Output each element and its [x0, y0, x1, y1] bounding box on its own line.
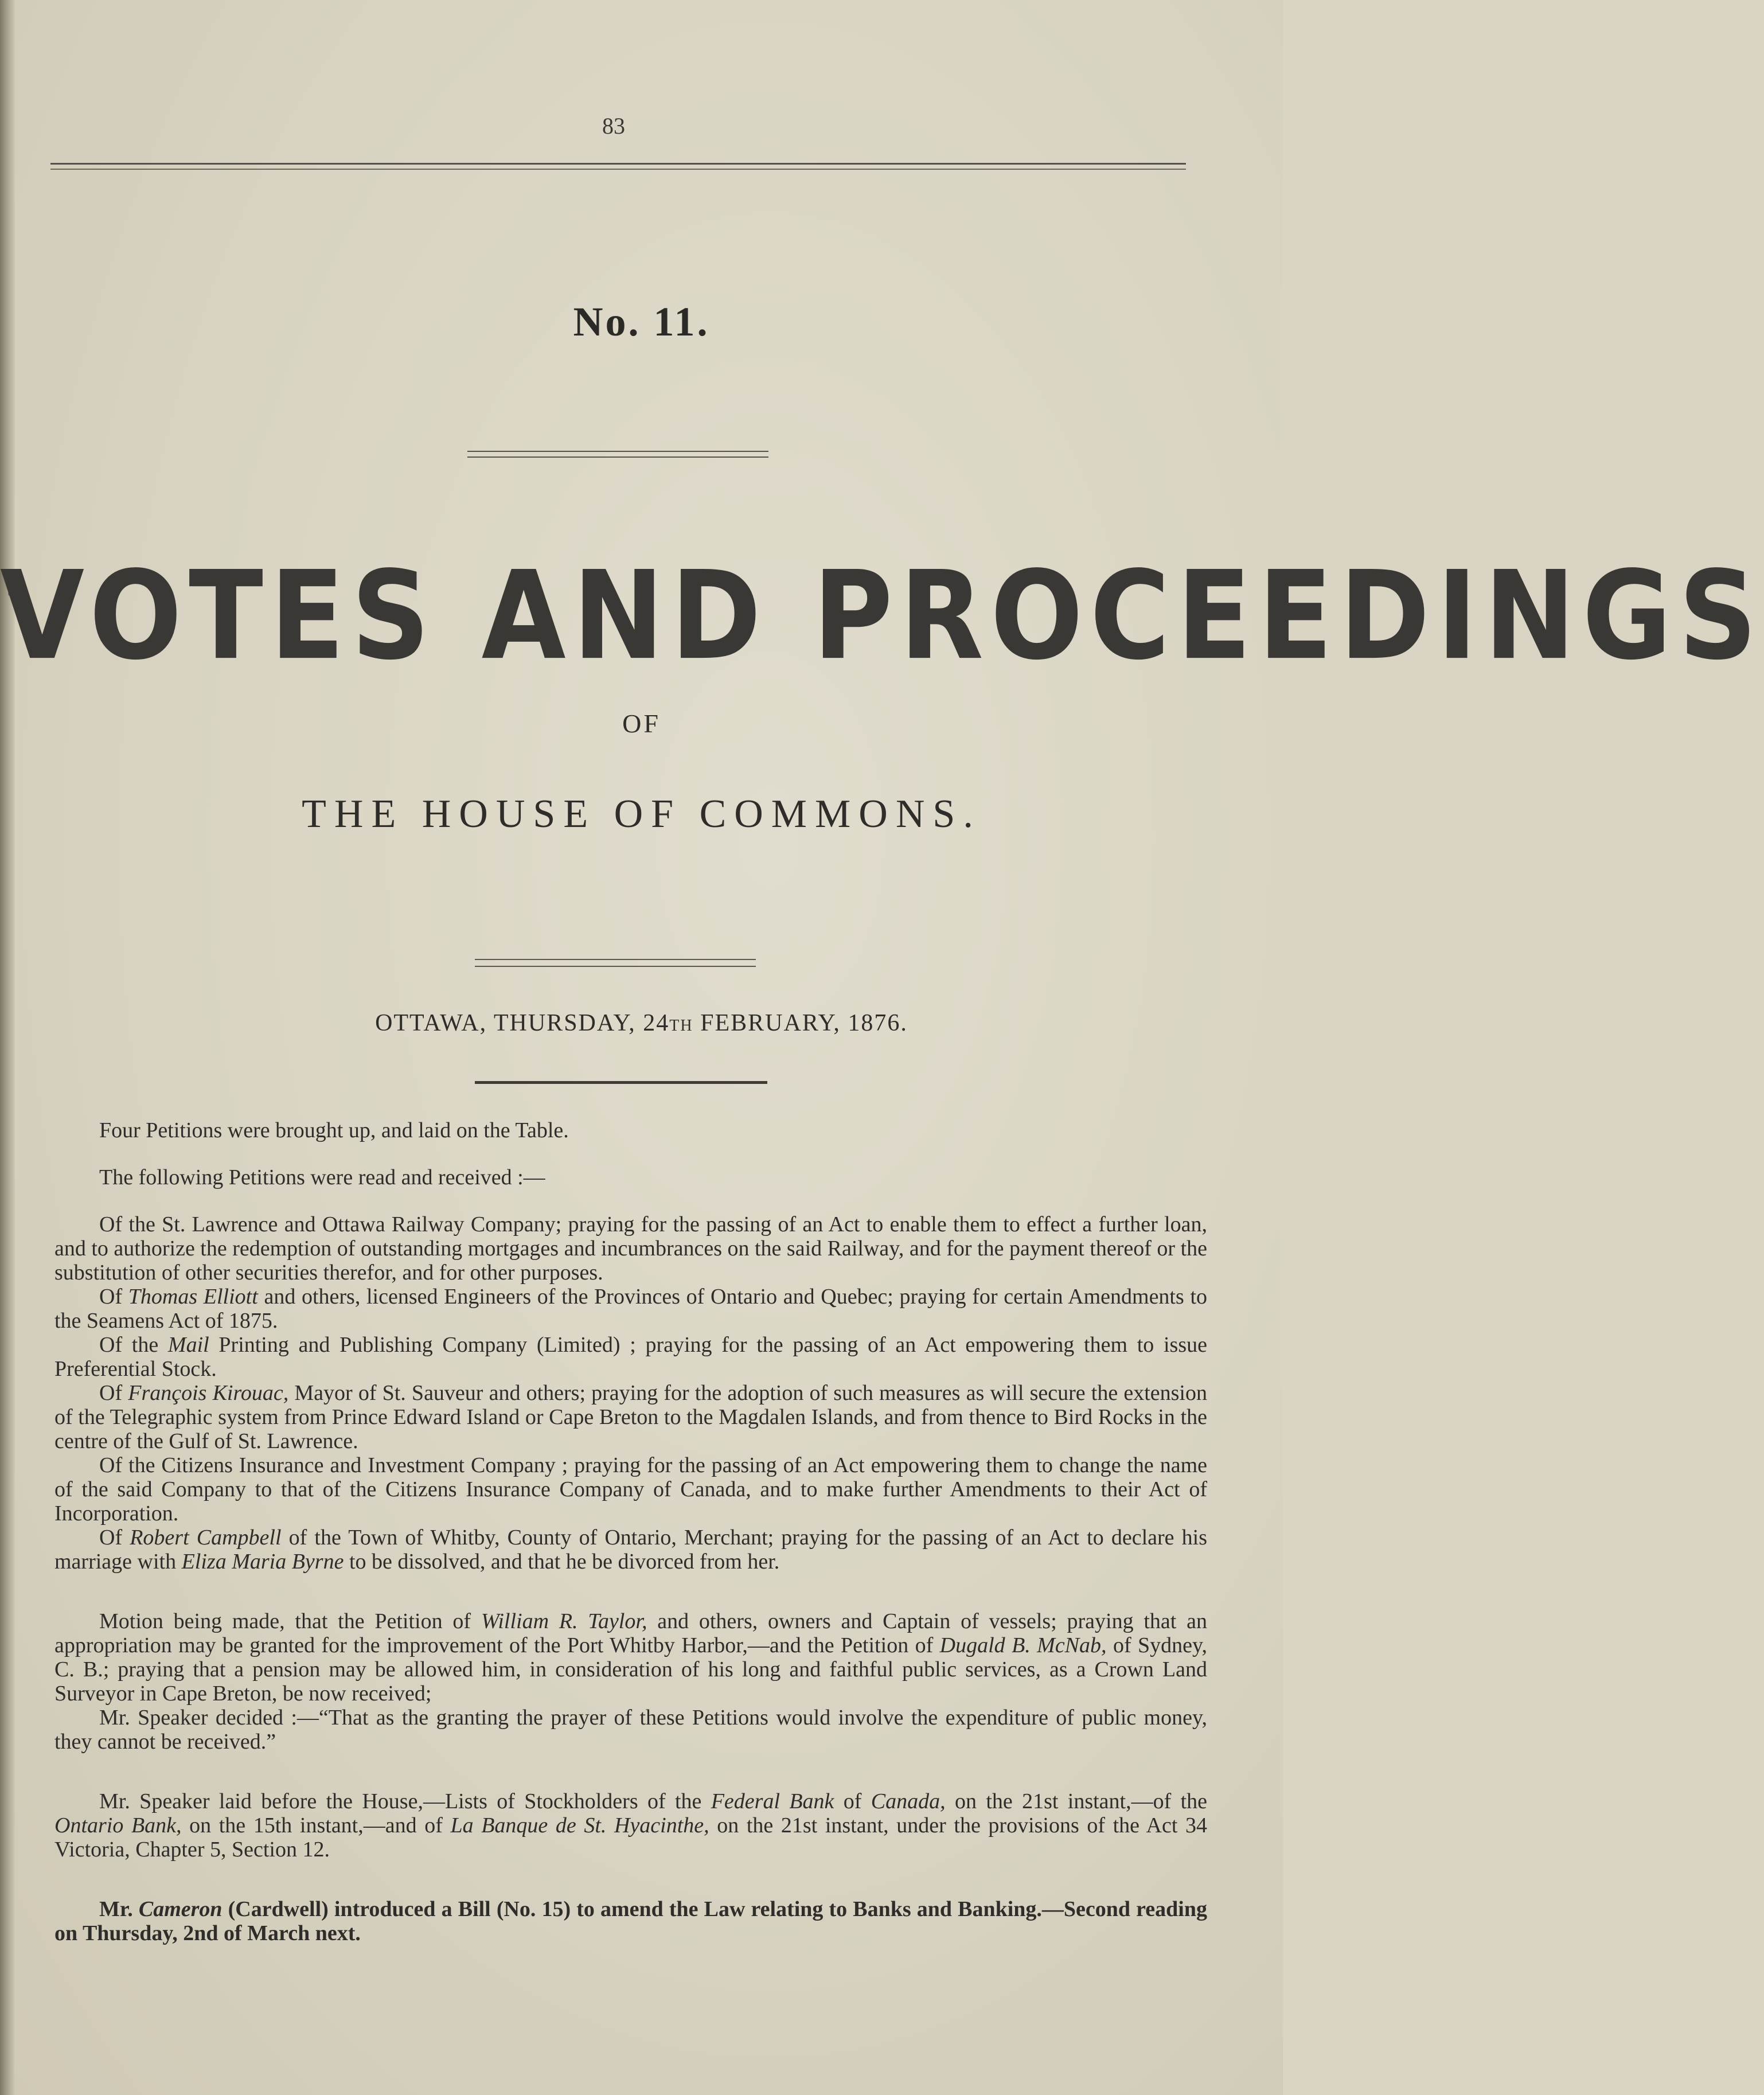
bill-introduction	[54, 1897, 1207, 1945]
petitioner-name: Thomas Elliott	[128, 1285, 258, 1309]
paragraph-petitions-read: The following Petitions were read and received :—	[99, 1165, 545, 1189]
text-run: Of	[99, 1381, 128, 1405]
text-run: of Sydney, C. B.; praying that a pension may be allowed him, in consideration of his long and faithful public services, as a Crown Land Surveyor in Cape Breton, be now received;	[54, 1633, 1208, 1706]
page-number: 83	[602, 113, 625, 139]
petitioner-name: Mail	[167, 1333, 209, 1357]
bank-name: La Banque de St. Hyacinthe,	[450, 1813, 709, 1837]
speaker-decision: Mr. Speaker decided :—“That as the granting the prayer of these Petitions would involve the expenditure of public money, they cannot be received.”	[54, 1706, 1207, 1754]
text-run: Of	[99, 1526, 130, 1550]
text-run: of	[834, 1789, 871, 1813]
text-run: on the 21st instant, under the provisions of the Act 34 Victoria, Chapter 5, Section 12.	[54, 1813, 1208, 1862]
petition-st-lawrence-ottawa-railway: Of the St. Lawrence and Ottawa Railway Company; praying for the passing of an Act to enable them to effect a further loan, and to authorize the redemption of outstanding mortgages and incumbrances on the said Railway, and for the payment thereof or the substitution of other securities therefor, and for other purposes.	[54, 1212, 1207, 1285]
title-of: OF	[622, 709, 661, 738]
house-rule	[475, 959, 756, 960]
document-title: VOTES AND PROCEEDINGS	[0, 545, 1764, 687]
text-run: and others, owners and Captain of vessels; praying that an appropriation may be granted for the improvement of the Port Whitby Harbor,—and the Petition of	[54, 1609, 1207, 1657]
text-run: of the Town of Whitby, County of Ontario, Merchant; praying for the passing of an Act to declare his marriage with	[54, 1526, 1207, 1574]
motion-william-taylor	[54, 1609, 1207, 1706]
petition-robert-campbell	[54, 1526, 1207, 1574]
dateline-prefix: OTTAWA, THURSDAY, 24	[375, 1010, 670, 1036]
text-run: on the 15th instant,—and of	[181, 1813, 451, 1837]
petitioner-name: Eliza Maria Byrne	[181, 1550, 344, 1574]
dateline	[0, 1009, 1283, 1037]
petition-mail-printing	[54, 1333, 1207, 1381]
member-name: Cameron	[138, 1897, 223, 1921]
bank-name: Federal Bank	[711, 1789, 834, 1813]
petitioner-name: Dugald B. McNab,	[939, 1633, 1107, 1657]
text-run: Mr. Speaker laid before the House,—Lists of Stockholders of the	[99, 1789, 711, 1813]
text-run: Printing and Publishing Company (Limited) ; praying for the passing of an Act empowering them to issue Preferential Stock.	[54, 1333, 1207, 1381]
issue-rule-secondary	[467, 457, 768, 458]
top-rule-secondary	[50, 169, 1186, 170]
petitioner-name: François Kirouac,	[128, 1381, 289, 1405]
text-run: on the 21st instant,—of the	[945, 1789, 1208, 1813]
top-rule	[50, 163, 1186, 165]
petition-francois-kirouac	[54, 1381, 1207, 1453]
bank-name: Ontario Bank,	[54, 1813, 182, 1837]
dateline-ordinal: TH	[669, 1017, 693, 1035]
dateline-suffix: FEBRUARY, 1876.	[693, 1010, 908, 1036]
bank-name: Canada,	[871, 1789, 946, 1813]
text-run: Mr.	[99, 1897, 139, 1921]
dateline-rule	[475, 1081, 767, 1084]
text-run: Motion being made, that the Petition of	[99, 1609, 481, 1633]
proceedings-body	[54, 1118, 1207, 1945]
text-run: and others, licensed Engineers of the Provinces of Ontario and Quebec; praying for certain Amendments to the Seamens Act of 1875.	[54, 1285, 1207, 1333]
issue-number: No. 11.	[573, 299, 710, 345]
issue-rule	[467, 451, 768, 452]
petitioner-name: William R. Taylor,	[481, 1609, 647, 1633]
house-rule-secondary	[475, 966, 756, 967]
house-name: THE HOUSE OF COMMONS.	[302, 792, 981, 836]
petition-citizens-insurance: Of the Citizens Insurance and Investment Company ; praying for the passing of an Act empowering them to change the name of the said Company to that of the Citizens Insurance Company of Canada, and to make further Amendments to their Act of Incorporation.	[54, 1453, 1207, 1526]
text-run: to be dissolved, and that he be divorced from her.	[344, 1550, 780, 1574]
text-run: Of the	[99, 1333, 168, 1357]
petitioner-name: Robert Campbell	[130, 1526, 282, 1550]
text-run: (Cardwell) introduced a Bill (No. 15) to amend the Law relating to Banks and Banking.—Second reading on Thursday, 2nd of March next.	[54, 1897, 1207, 1945]
petition-thomas-elliott	[54, 1285, 1207, 1333]
stockholder-lists	[54, 1789, 1207, 1862]
text-run: Of	[99, 1285, 128, 1309]
paragraph-petitions-brought: Four Petitions were brought up, and laid on the Table.	[99, 1118, 569, 1142]
text-run: Mayor of St. Sauveur and others; praying for the adoption of such measures as will secure the extension of the Telegraphic system from Prince Edward Island or Cape Breton to the Magdalen Islands, and from thence to Bird Rocks in the centre of the Gulf of St. Lawrence.	[54, 1381, 1207, 1453]
